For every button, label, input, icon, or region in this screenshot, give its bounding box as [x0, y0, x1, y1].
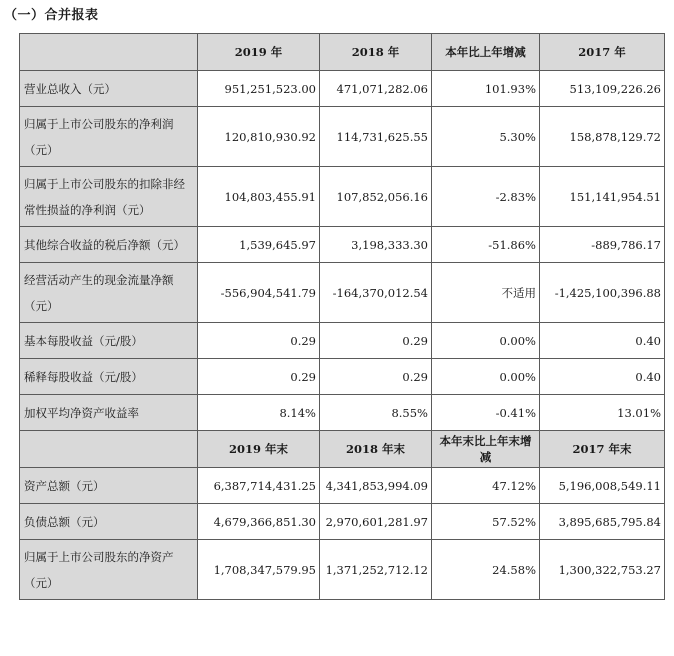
table-cell: 0.40: [540, 359, 665, 395]
table-cell: 24.58%: [432, 540, 540, 600]
header-cell: 2017 年: [540, 34, 665, 71]
header-cell: 2018 年: [320, 34, 432, 71]
financial-summary-table: [19, 33, 665, 600]
table-cell: 107,852,056.16: [320, 167, 432, 227]
row-label: 资产总额（元）: [20, 468, 198, 504]
table-cell: 13.01%: [540, 395, 665, 431]
row-label: 其他综合收益的税后净额（元）: [20, 227, 198, 263]
table-row: [20, 167, 665, 227]
table-cell: 513,109,226.26: [540, 71, 665, 107]
table-cell: -164,370,012.54: [320, 263, 432, 323]
table-cell: 114,731,625.55: [320, 107, 432, 167]
table-cell: -51.86%: [432, 227, 540, 263]
table-cell: 不适用: [432, 263, 540, 323]
table-row: [20, 227, 665, 263]
table-row: [20, 71, 665, 107]
table-cell: 951,251,523.00: [198, 71, 320, 107]
row-label: 稀释每股收益（元/股）: [20, 359, 198, 395]
table-cell: 0.29: [320, 359, 432, 395]
table-cell: 0.29: [198, 323, 320, 359]
table-cell: 471,071,282.06: [320, 71, 432, 107]
table-cell: 120,810,930.92: [198, 107, 320, 167]
row-label: 归属于上市公司股东的扣除非经常性损益的净利润（元）: [20, 167, 198, 227]
table-cell: 0.29: [320, 323, 432, 359]
table-row: [20, 540, 665, 600]
section-title: （一）合并报表: [4, 8, 99, 23]
table-row: [20, 395, 665, 431]
table-cell: 1,708,347,579.95: [198, 540, 320, 600]
table-cell: 5,196,008,549.11: [540, 468, 665, 504]
header-cell: 2019 年末: [198, 431, 320, 468]
row-label: 经营活动产生的现金流量净额（元）: [20, 263, 198, 323]
table-cell: -2.83%: [432, 167, 540, 227]
table-header-row: [20, 34, 665, 71]
row-label: 归属于上市公司股东的净利润（元）: [20, 107, 198, 167]
table-cell: 0.00%: [432, 323, 540, 359]
table-cell: -556,904,541.79: [198, 263, 320, 323]
header-cell: 本年比上年增减: [432, 34, 540, 71]
table-row: [20, 107, 665, 167]
row-label: 归属于上市公司股东的净资产（元）: [20, 540, 198, 600]
table-cell: 3,198,333.30: [320, 227, 432, 263]
header-cell: 2018 年末: [320, 431, 432, 468]
table-cell: 1,300,322,753.27: [540, 540, 665, 600]
header-cell: [20, 34, 198, 71]
table-row: [20, 323, 665, 359]
table-cell: 3,895,685,795.84: [540, 504, 665, 540]
table-cell: 0.40: [540, 323, 665, 359]
table-cell: 151,141,954.51: [540, 167, 665, 227]
table-cell: -0.41%: [432, 395, 540, 431]
header-cell: 2017 年末: [540, 431, 665, 468]
table-row: [20, 359, 665, 395]
table-cell: 6,387,714,431.25: [198, 468, 320, 504]
table-row: [20, 468, 665, 504]
header-cell: 2019 年: [198, 34, 320, 71]
table-cell: 8.55%: [320, 395, 432, 431]
table-cell: 104,803,455.91: [198, 167, 320, 227]
table-row: [20, 263, 665, 323]
table-row: [20, 504, 665, 540]
table-cell: 0.00%: [432, 359, 540, 395]
row-label: 加权平均净资产收益率: [20, 395, 198, 431]
table-cell: 2,970,601,281.97: [320, 504, 432, 540]
table-cell: -889,786.17: [540, 227, 665, 263]
table-cell: 5.30%: [432, 107, 540, 167]
table-cell: -1,425,100,396.88: [540, 263, 665, 323]
row-label: 营业总收入（元）: [20, 71, 198, 107]
table-cell: 4,679,366,851.30: [198, 504, 320, 540]
header-cell: [20, 431, 198, 468]
table-cell: 0.29: [198, 359, 320, 395]
row-label: 基本每股收益（元/股）: [20, 323, 198, 359]
table-cell: 1,539,645.97: [198, 227, 320, 263]
header-cell: 本年末比上年末增减: [432, 431, 540, 468]
table-header-row: [20, 431, 665, 468]
table-cell: 158,878,129.72: [540, 107, 665, 167]
table-cell: 1,371,252,712.12: [320, 540, 432, 600]
table-cell: 101.93%: [432, 71, 540, 107]
table-cell: 57.52%: [432, 504, 540, 540]
table-cell: 8.14%: [198, 395, 320, 431]
table-cell: 47.12%: [432, 468, 540, 504]
table-cell: 4,341,853,994.09: [320, 468, 432, 504]
row-label: 负债总额（元）: [20, 504, 198, 540]
